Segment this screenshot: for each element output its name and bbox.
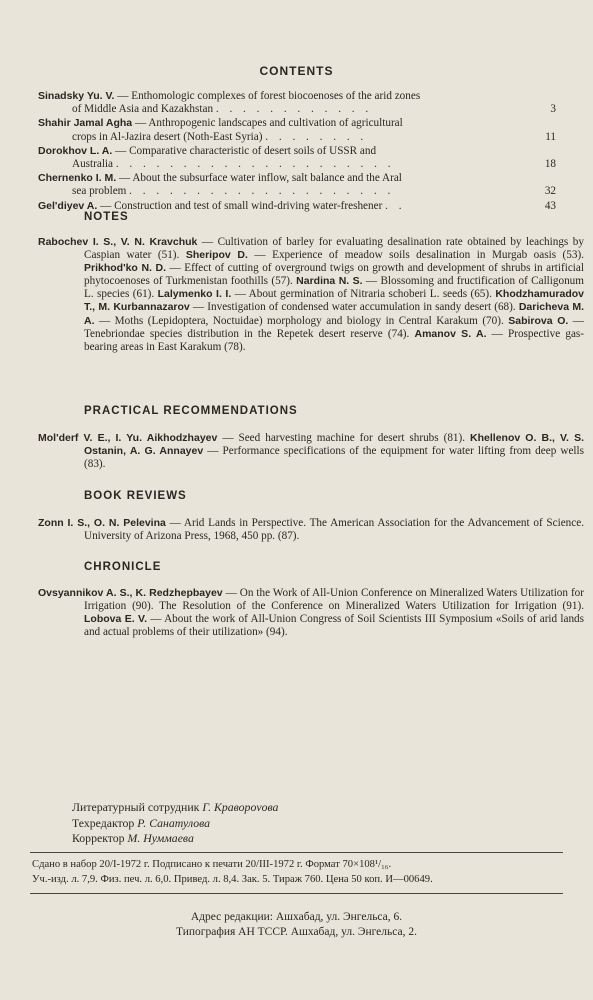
chronicle-title: — On the Work of All-Union Conference on Mineralized Waters Utilization for Irrigation (90). The Resolution of the Conference on Mineralized Waters Utilization for Irrigation (91). bbox=[84, 587, 584, 613]
chronicle-title: — About the work of All-Union Congress of Soil Scientists III Symposium «Soils of arid lands and actual problems of their utilization» (94). bbox=[84, 613, 585, 639]
entry-author: Dorokhov L. A. bbox=[38, 144, 113, 157]
entry-page: 32 bbox=[544, 185, 556, 198]
contents-list bbox=[38, 90, 556, 214]
staff-role: Литературный сотрудник bbox=[72, 800, 200, 814]
imprint-line: Сдано в набор 20/I-1972 г. Подписано к печати 20/III-1972 г. Формат 70×108¹/₁₆. bbox=[32, 859, 392, 870]
leader-dots: . . . . . . . . bbox=[265, 130, 368, 143]
entry-title: — Enthomologic complexes of forest biocoenoses of the arid zones bbox=[114, 90, 421, 102]
note-title: — Investigation of condensed water accumulation in sandy desert (68). bbox=[189, 301, 519, 314]
note-author: Prikhod'ko N. D. bbox=[84, 262, 167, 275]
note-title: — Tenebriondae species distribution in the Repetek desert reserve (74). bbox=[84, 314, 584, 340]
entry-title: — Construction and test of small wind-driving water-freshener bbox=[97, 199, 383, 212]
entry-title-cont: crops in Al-Jazira desert (Noth-East Syria) bbox=[72, 130, 263, 143]
notes-paragraph bbox=[38, 236, 584, 354]
chronicle-paragraph bbox=[38, 587, 584, 639]
staff-line bbox=[72, 831, 278, 847]
chronicle-author: Lobova E. V. bbox=[84, 613, 147, 626]
note-author: Daricheva M. A. bbox=[84, 301, 584, 327]
reviews-paragraph bbox=[38, 517, 584, 543]
contents-entry bbox=[38, 145, 556, 171]
note-title: — About germination of Nitraria schoberi L. seeds (65). bbox=[231, 288, 496, 301]
leader-dots: . . . . . . . . . . . . . . . . . . . . bbox=[129, 185, 395, 198]
section-heading-notes: NOTES bbox=[84, 211, 129, 223]
review-title: — Arid Lands in Perspective. The American Association for the Advancement of Science. University of Arizona Press, 1968, 450 pp. (87). bbox=[84, 517, 584, 543]
note-author: Sabirova O. bbox=[508, 314, 569, 327]
staff-name: М. Нуммаева bbox=[127, 831, 194, 845]
staff-name: Г. Кравороvова bbox=[202, 800, 279, 814]
entry-title-cont: of Middle Asia and Kazakhstan bbox=[72, 103, 214, 116]
address-line: Типография АН ТССР. Ашхабад, ул. Энгельса, 2. bbox=[176, 926, 417, 938]
staff-role: Техредактор bbox=[72, 815, 135, 830]
note-author: Khodzhamuradov T., M. Kurbannazarov bbox=[84, 288, 585, 314]
contents-entry bbox=[38, 90, 556, 116]
imprint-line: Уч.-изд. л. 7,9. Физ. печ. л. 6,0. Привед. л. 8,4. Зак. 5. Тираж 760. Цена 50 коп. И—00649. bbox=[32, 874, 433, 885]
note-author: Sheripov D. bbox=[185, 249, 248, 262]
staff-name: Р. Санатулова bbox=[137, 815, 211, 830]
staff-line bbox=[72, 800, 278, 816]
entry-page: 11 bbox=[545, 130, 556, 143]
section-heading-chronicle: CHRONICLE bbox=[84, 561, 162, 573]
address-line: Адрес редакции: Ашхабад, ул. Энгельса, 6. bbox=[190, 911, 403, 923]
recommendation-author: Khellenov O. B., V. S. Ostanin, A. G. Annayev bbox=[84, 432, 584, 458]
note-title: — Blossoming and fructification of Calligonum L. species (61). bbox=[84, 275, 584, 301]
section-heading-practical: PRACTICAL RECOMMENDATIONS bbox=[84, 405, 298, 417]
entry-author: Shahir Jamal Agha bbox=[38, 117, 133, 130]
entry-author: Sinadsky Yu. V. bbox=[38, 90, 115, 102]
entry-title: — About the subsurface water inflow, salt balance and the Aral bbox=[116, 172, 402, 185]
note-title: — Experience of meadow soils desalination in Murgab oasis (53). bbox=[247, 249, 584, 262]
note-title: — Cultivation of barley for evaluating desalination rate obtained by leachings by Caspian water (51). bbox=[84, 236, 584, 262]
address-block bbox=[0, 910, 593, 940]
entry-page: 3 bbox=[550, 103, 556, 116]
practical-paragraph bbox=[38, 432, 584, 471]
note-title: — Effect of cutting of overground twigs on growth and development of shrubs in artificial phytocoenoses of Turkmenistan foothills (57). bbox=[84, 262, 584, 288]
staff-role: Корректор bbox=[72, 831, 125, 845]
entry-title: — Comparative characteristic of desert soils of USSR and bbox=[112, 144, 377, 157]
leader-dots: . . . . . . . . . . . . . . . . . . . . . bbox=[115, 158, 395, 171]
note-author: Amanov S. A. bbox=[414, 327, 487, 340]
entry-title-cont: Australia bbox=[72, 158, 114, 171]
recommendation-author: Mol'derf V. E., I. Yu. Aikhodzhayev bbox=[38, 432, 218, 444]
review-author: Zonn I. S., O. N. Pelevina bbox=[38, 517, 166, 529]
recommendation-title: — Seed harvesting machine for desert shrubs (81). bbox=[217, 432, 471, 444]
entry-title-cont: sea problem bbox=[72, 185, 127, 198]
note-author: Rabochev I. S., V. N. Kravchuk bbox=[38, 236, 198, 248]
entry-title: — Anthropogenic landscapes and cultivation of agricultural bbox=[132, 117, 403, 130]
note-title: — Prospective gas-bearing areas in East Karakum (78). bbox=[84, 327, 584, 353]
entry-page: 43 bbox=[544, 199, 556, 212]
recommendation-title: — Performance specifications of the equipment for water lifting from deep wells (83). bbox=[84, 445, 584, 471]
editorial-staff bbox=[72, 800, 278, 847]
leader-dots: . . . . . . . . . . . . bbox=[215, 103, 373, 116]
contents-entry bbox=[38, 172, 556, 198]
contents-entry bbox=[38, 117, 556, 143]
entry-author: Gel'diyev A. bbox=[38, 199, 98, 212]
staff-line bbox=[72, 816, 278, 832]
page-title: CONTENTS bbox=[259, 64, 334, 78]
note-title: — Moths (Lepidoptera, Noctuidae) morphology and biology in Central Karakum (70). bbox=[94, 314, 509, 327]
entry-author: Chernenko I. M. bbox=[38, 172, 117, 185]
note-author: Nardina N. S. bbox=[296, 275, 363, 288]
leader-dots: . . bbox=[385, 199, 406, 212]
divider bbox=[30, 852, 563, 853]
section-heading-reviews: BOOK REVIEWS bbox=[84, 490, 187, 502]
note-author: Lalymenko I. I. bbox=[157, 288, 232, 301]
entry-page: 18 bbox=[544, 158, 556, 171]
chronicle-author: Ovsyannikov A. S., K. Redzhepbayev bbox=[38, 587, 223, 599]
divider bbox=[30, 893, 563, 894]
